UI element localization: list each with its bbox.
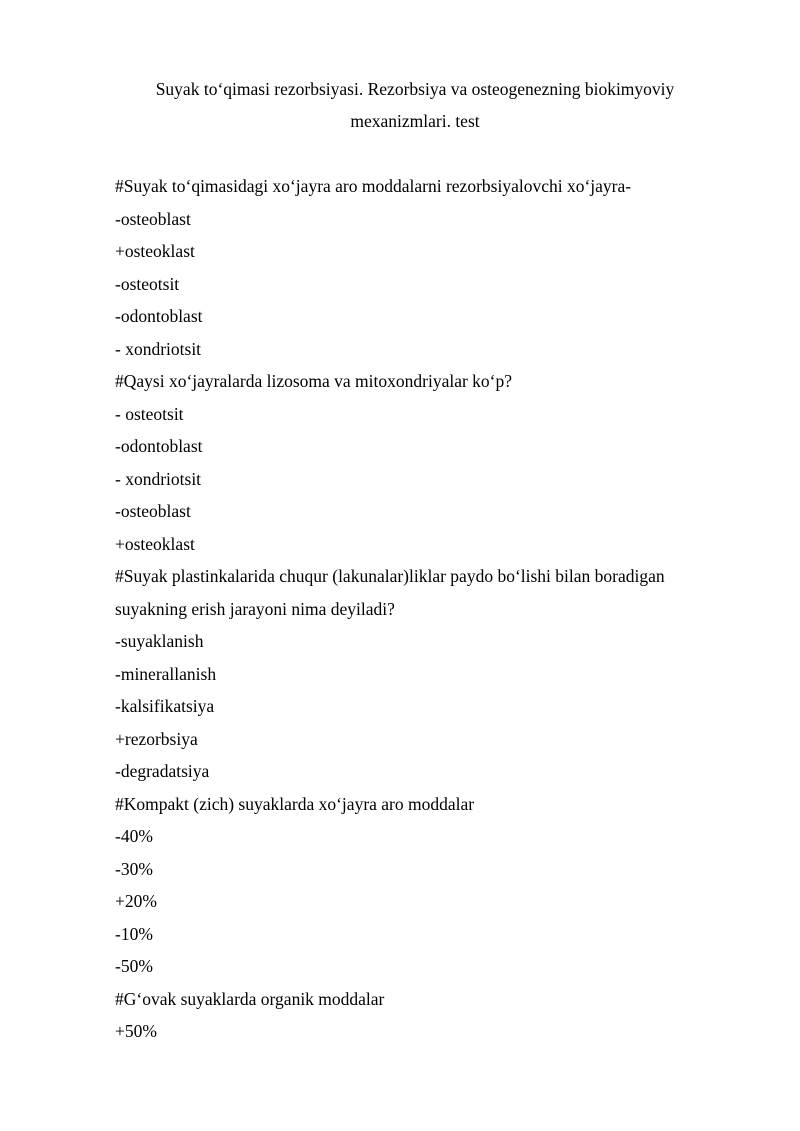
answer-line: -minerallanish [115, 663, 217, 684]
answer-line: - osteotsit [115, 403, 184, 424]
answer-line: +osteoklast [115, 533, 195, 554]
document-title: Suyak to‘qimasi rezorbsiyasi. Rezorbsiya va osteogenezning biokimyoviy mexanizmlari. test [155, 79, 675, 131]
test-content [115, 170, 735, 1048]
answer-line: -suyaklanish [115, 631, 204, 651]
answer-line: -10% [115, 923, 153, 944]
question-line: #Suyak to‘qimasidagi xo‘jayra aro moddalarni rezorbsiyalovchi xo‘jayra- [115, 176, 632, 196]
answer-line: -kalsifikatsiya [115, 696, 215, 716]
answer-line: -degradatsiya [115, 761, 210, 781]
question-line: #Kompakt (zich) suyaklarda xo‘jayra aro moddalar [115, 793, 475, 814]
question-line: #Suyak plastinkalarida chuqur (lakunalar)liklar paydo bo‘lishi bilan boradigan [115, 566, 665, 586]
answer-line: -50% [115, 956, 153, 976]
answer-line: -osteotsit [115, 273, 180, 294]
answer-line: - xondriotsit [115, 468, 202, 489]
answer-line: +20% [115, 891, 157, 911]
question-line-continued: suyakning erish jarayoni nima deyiladi? [115, 598, 395, 619]
answer-line: -osteoblast [115, 501, 191, 521]
answer-line: -odontoblast [115, 436, 203, 456]
answer-line: -40% [115, 826, 153, 846]
question-line: #Qaysi xo‘jayralarda lizosoma va mitoxondriyalar ko‘p? [115, 371, 513, 391]
answer-line: -30% [115, 858, 153, 879]
answer-line: -odontoblast [115, 306, 203, 326]
answer-line: - xondriotsit [115, 338, 202, 359]
answer-line: +50% [115, 1021, 157, 1041]
answer-line: -osteoblast [115, 208, 191, 229]
answer-line: +osteoklast [115, 241, 195, 261]
answer-line: +rezorbsiya [115, 728, 198, 749]
question-line: #G‘ovak suyaklarda organik moddalar [115, 988, 385, 1009]
